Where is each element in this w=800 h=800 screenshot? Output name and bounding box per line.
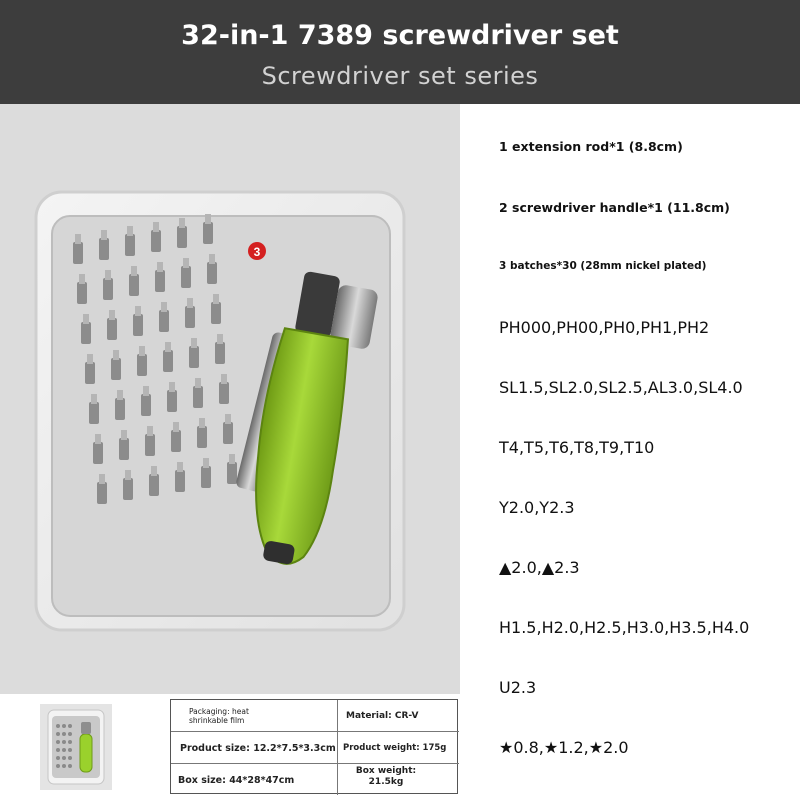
page-title: 32-in-1 7389 screwdriver set xyxy=(181,20,619,51)
spec-handle: 2 screwdriver handle*1 (11.8cm) xyxy=(499,200,730,215)
table-divider xyxy=(337,700,338,795)
product-size-cell: Product size: 12.2*7.5*3.3cm xyxy=(180,743,336,754)
spec-hex: H1.5,H2.0,H2.5,H3.0,H3.5,H4.0 xyxy=(499,618,750,637)
table-divider xyxy=(171,731,459,732)
header-banner xyxy=(0,0,800,104)
material-cell: Material: CR-V xyxy=(346,711,419,721)
spec-extension-rod: 1 extension rod*1 (8.8cm) xyxy=(499,139,683,154)
spec-batches: 3 batches*30 (28mm nickel plated) xyxy=(499,260,707,272)
callout-number: 3 xyxy=(253,245,261,259)
spec-triangle: ▲2.0,▲2.3 xyxy=(499,558,580,577)
product-thumbnail xyxy=(40,704,112,790)
product-info-table xyxy=(170,699,458,794)
spec-slotted: SL1.5,SL2.0,SL2.5,AL3.0,SL4.0 xyxy=(499,378,743,397)
spec-y-type: Y2.0,Y2.3 xyxy=(499,498,575,517)
spec-u-type: U2.3 xyxy=(499,678,537,697)
page-subtitle: Screwdriver set series xyxy=(261,62,539,90)
table-divider xyxy=(171,763,459,764)
box-weight-cell: Box weight: 21.5kg xyxy=(355,766,417,787)
spec-torx: T4,T5,T6,T8,T9,T10 xyxy=(499,438,655,457)
product-weight-cell: Product weight: 175g xyxy=(343,743,447,753)
screwdriver-set-illustration xyxy=(0,104,460,694)
spec-phillips: PH000,PH00,PH0,PH1,PH2 xyxy=(499,318,710,337)
spec-star: ★0.8,★1.2,★2.0 xyxy=(499,738,629,757)
product-photo xyxy=(0,104,460,694)
thumbnail-illustration xyxy=(40,704,112,790)
packaging-cell: Packaging: heat shrinkable film xyxy=(189,707,249,725)
box-size-cell: Box size: 44*28*47cm xyxy=(178,775,295,786)
